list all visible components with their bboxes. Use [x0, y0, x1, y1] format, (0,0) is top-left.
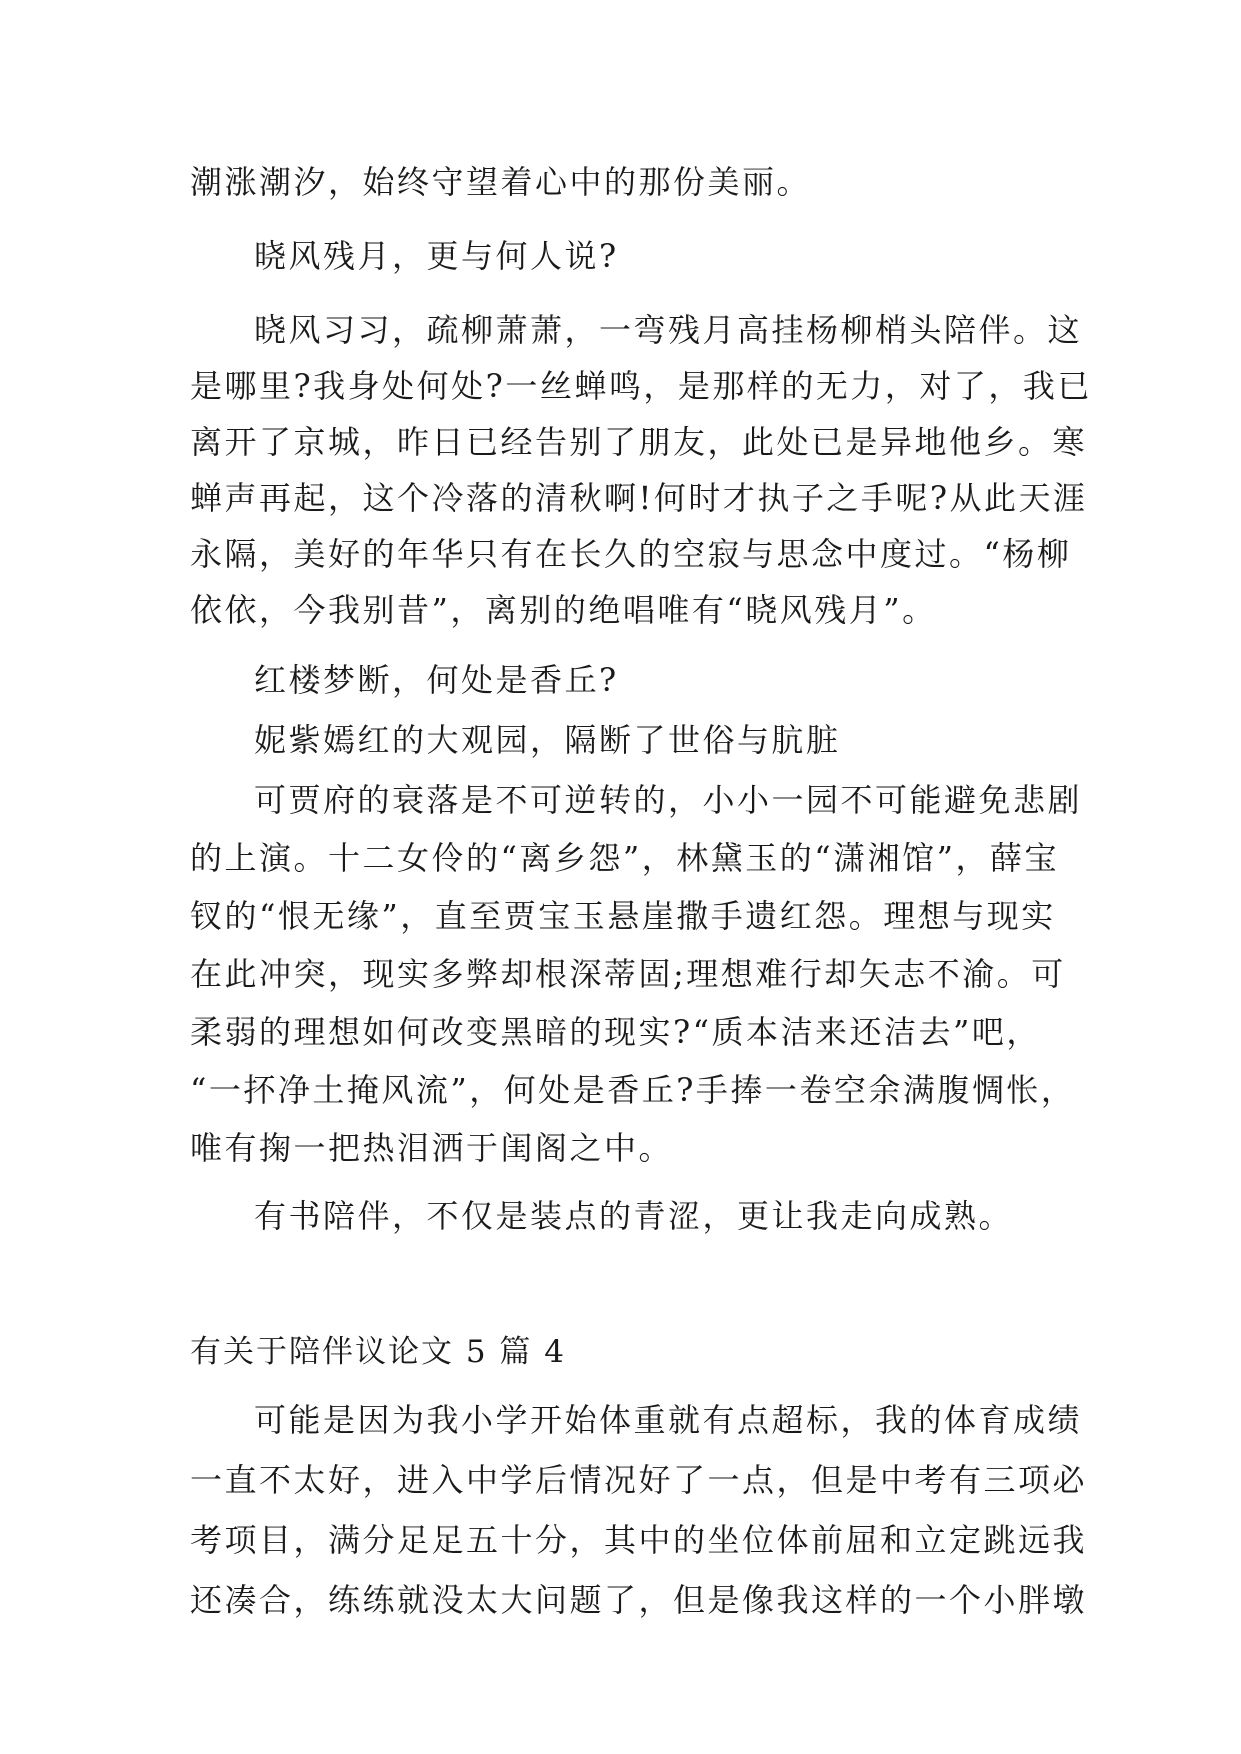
paragraph-line: 是哪里?我身处何处?一丝蝉鸣，是那样的无力，对了，我已	[190, 367, 1092, 405]
paragraph-line: 钗的“恨无缘”，直至贾宝玉悬崖撒手遗红怨。理想与现实	[190, 897, 1056, 935]
paragraph-line: 还凑合，练练就没太大问题了，但是像我这样的一个小胖墩	[190, 1581, 1088, 1619]
paragraph-line: 晓风习习，疏柳萧萧，一弯残月高挂杨柳梢头陪伴。这	[254, 311, 1083, 349]
paragraph-line: 的上演。十二女伶的“离乡怨”，林黛玉的“潇湘馆”，薛宝	[190, 839, 1059, 877]
section-heading: 有关于陪伴议论文 5 篇 4	[190, 1334, 567, 1370]
paragraph-line: 红楼梦断，何处是香丘?	[254, 661, 619, 699]
paragraph-line: 可能是因为我小学开始体重就有点超标，我的体育成绩	[254, 1401, 1083, 1439]
paragraph-line: 唯有掬一把热泪洒于闺阁之中。	[190, 1129, 674, 1167]
paragraph-line: 柔弱的理想如何改变黑暗的现实?“质本洁来还洁去”吧，	[190, 1013, 1041, 1051]
paragraph-line: 可贾府的衰落是不可逆转的，小小一园不可能避免悲剧	[254, 781, 1083, 819]
paragraph-line: 考项目，满分足足五十分，其中的坐位体前屈和立定跳远我	[190, 1521, 1088, 1559]
paragraph-line: 妮紫嫣红的大观园，隔断了世俗与肮脏	[254, 721, 841, 759]
paragraph-line: 离开了京城，昨日已经告别了朋友，此处已是异地他乡。寒	[190, 423, 1088, 461]
paragraph-line: 蝉声再起，这个冷落的清秋啊!何时才执子之手呢?从此天涯	[190, 479, 1088, 517]
paragraph-line: 在此冲突，现实多弊却根深蒂固;理想难行却矢志不渝。可	[190, 955, 1066, 993]
paragraph-line: 潮涨潮汐，始终守望着心中的那份美丽。	[190, 163, 812, 201]
paragraph-line: “一抔净土掩风流”，何处是香丘?手捧一卷空余满腹惆怅，	[190, 1071, 1076, 1109]
paragraph-line: 依依，今我别昔”，离别的绝唱唯有“晓风残月”。	[190, 591, 937, 629]
paragraph-line: 永隔，美好的年华只有在长久的空寂与思念中度过。“杨柳	[190, 535, 1072, 573]
paragraph-line: 晓风残月，更与何人说?	[254, 237, 619, 275]
paragraph-line: 一直不太好，进入中学后情况好了一点，但是中考有三项必	[190, 1461, 1088, 1499]
paragraph-line: 有书陪伴，不仅是装点的青涩，更让我走向成熟。	[254, 1197, 1014, 1235]
